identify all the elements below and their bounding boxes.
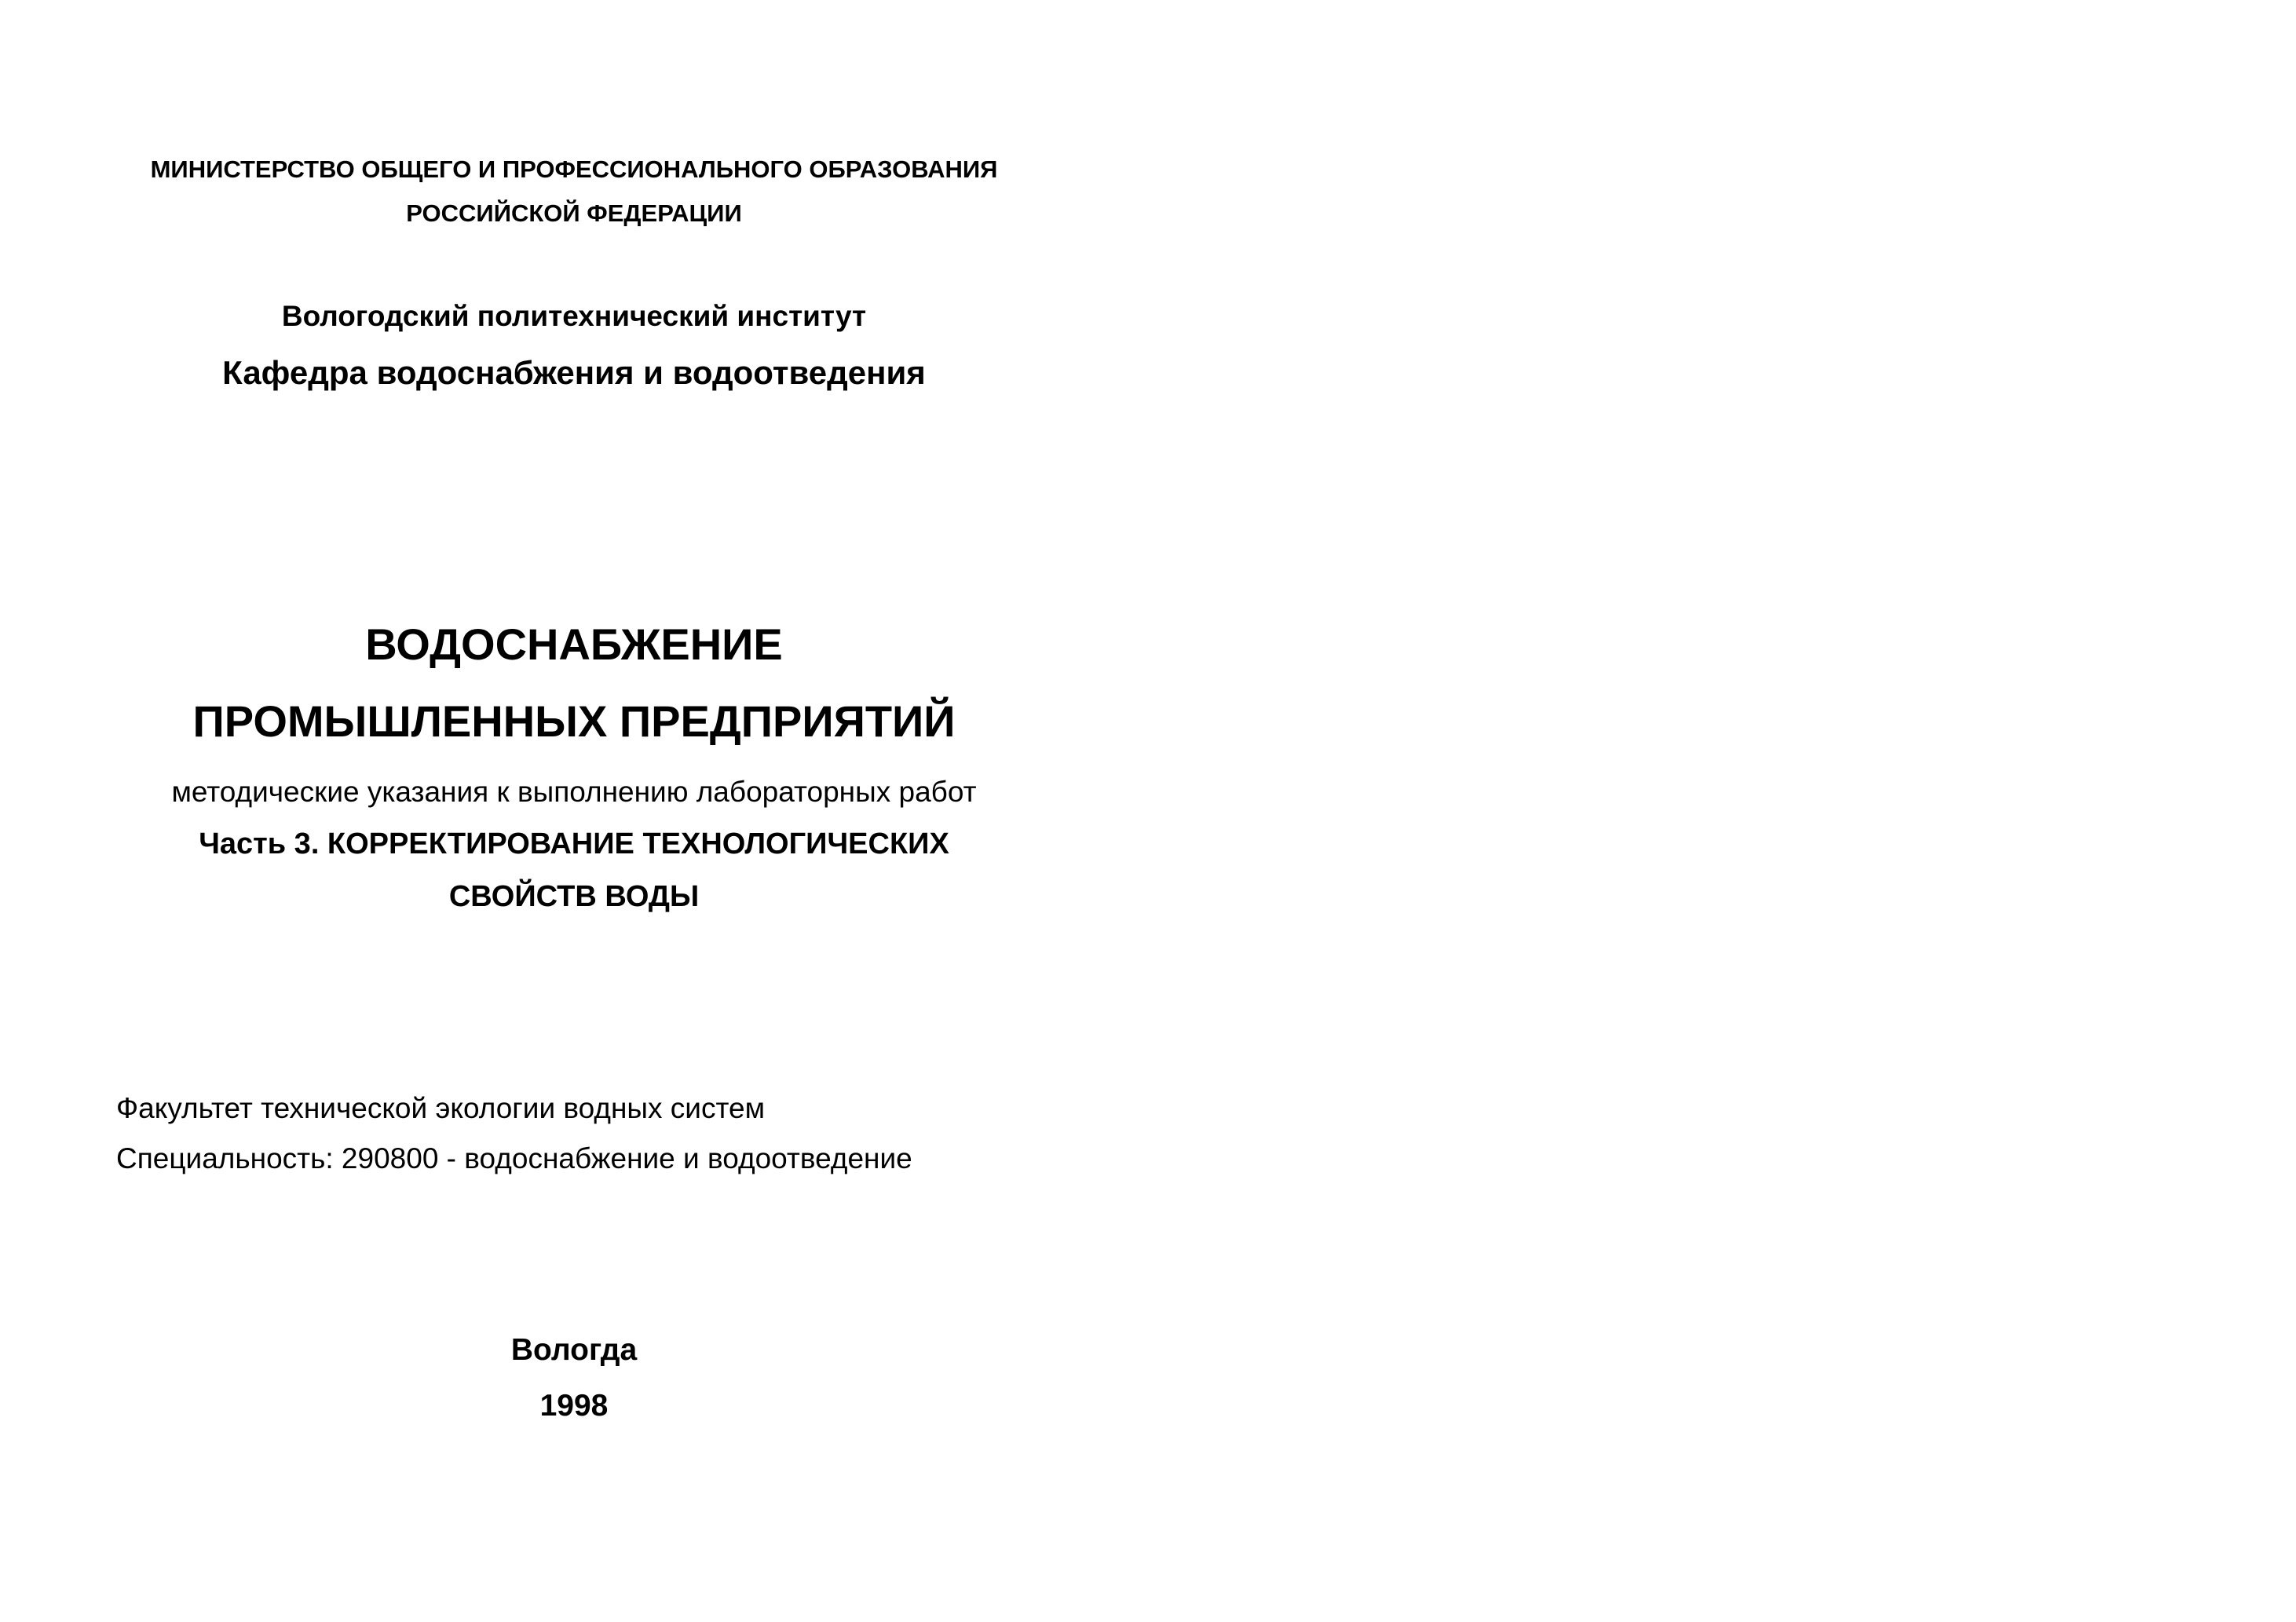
ministry-line-1: МИНИСТЕРСТВО ОБЩЕГО И ПРОФЕССИОНАЛЬНОГО ОБРАЗОВАНИЯ — [150, 155, 998, 183]
document-title-line-2: ПРОМЫШЛЕННЫХ ПРЕДПРИЯТИЙ — [192, 696, 956, 746]
specialty-line: Специальность: 290800 - водоснабжение и водоотведение — [116, 1142, 912, 1174]
publication-year: 1998 — [539, 1389, 609, 1423]
document-subtitle: методические указания к выполнению лабораторных работ — [171, 776, 977, 808]
faculty-line: Факультет технической экологии водных систем — [116, 1092, 766, 1124]
document-title-line-1: ВОДОСНАБЖЕНИЕ — [365, 619, 783, 669]
ministry-line-2: РОССИЙСКОЙ ФЕДЕРАЦИИ — [406, 199, 742, 227]
institute-name: Вологодский политехнический институт — [281, 300, 867, 332]
part-title-line-2: СВОЙСТВ ВОДЫ — [448, 880, 700, 913]
city-name: Вологда — [510, 1333, 638, 1367]
part-title-line-1: Часть 3. КОРРЕКТИРОВАНИЕ ТЕХНОЛОГИЧЕСКИХ — [199, 827, 949, 860]
department-name: Кафедра водоснабжения и водоотведения — [222, 354, 926, 391]
